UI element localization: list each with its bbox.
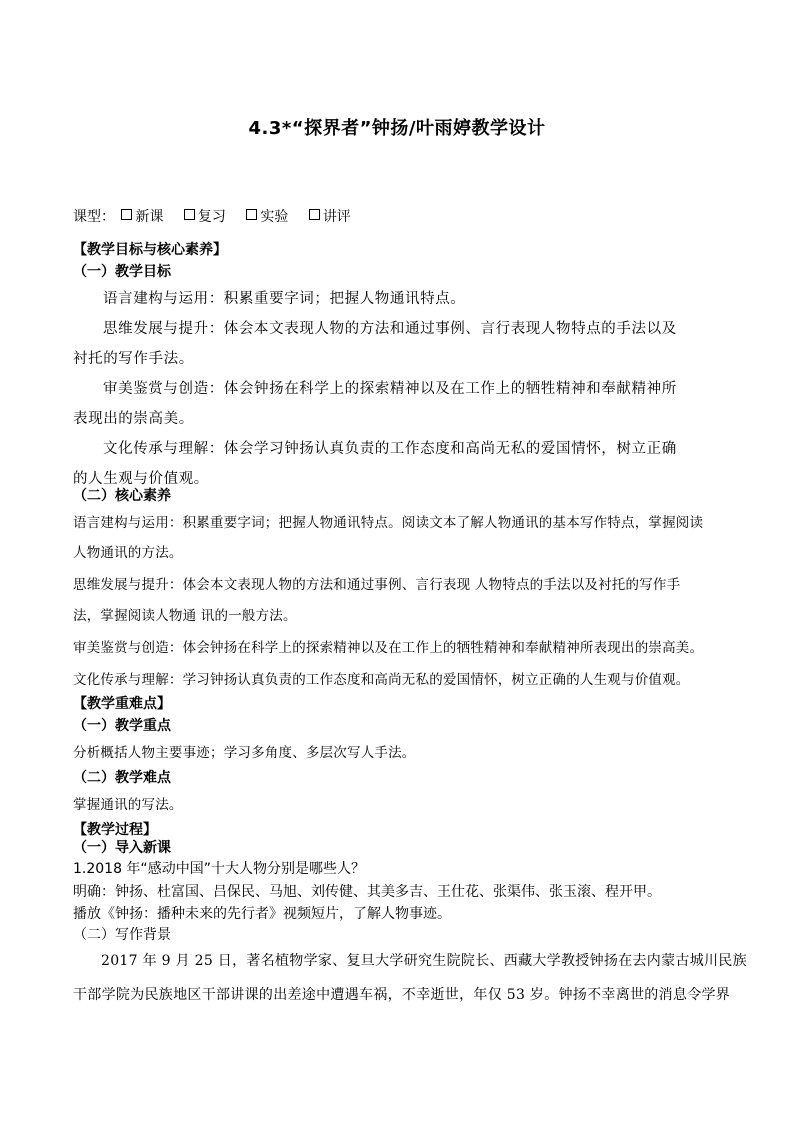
- subheading-core-literacy: （二）核心素养: [73, 488, 171, 504]
- course-type-row: [73, 207, 724, 227]
- checkbox-icon[interactable]: [121, 209, 132, 220]
- goal-thinking: 思维发展与提升：体会本文表现人物的方法和通过事例、言行表现人物特点的手法以及: [103, 321, 677, 337]
- section-heading-process: 【教学过程】: [73, 822, 157, 838]
- goal-culture: 文化传承与理解：体会学习钟扬认真负责的工作态度和高尚无私的爱国情怀，树立正确: [103, 441, 677, 457]
- subheading-intro: （一）导入新课: [73, 840, 171, 856]
- goal-aesthetic-cont: 表现出的崇高美。: [73, 411, 194, 427]
- literacy-line: 法，掌握阅读人物通 讯的一般方法。: [73, 608, 297, 624]
- goal-aesthetic: 审美鉴赏与创造：体会钟扬在科学上的探索精神以及在工作上的牺牲精神和奉献精神所: [103, 381, 677, 397]
- literacy-line: 语言建构与运用：积累重要字词；把握人物通讯特点。阅读文本了解人物通讯的基本写作特点，掌握阅读: [73, 515, 704, 531]
- intro-line: 明确：钟扬、杜富国、吕保民、马旭、刘传健、其美多吉、王仕花、张渠伟、张玉滚、程开甲。: [73, 884, 661, 900]
- literacy-line: 人物通讯的方法。: [73, 545, 183, 561]
- checkbox-icon[interactable]: [184, 209, 195, 220]
- goal-language: 语言建构与运用：积累重要字词；把握人物通讯特点。: [103, 291, 466, 307]
- goal-culture-cont: 的人生观与价值观。: [73, 471, 209, 487]
- intro-line: 1.2018 年“感动中国”十大人物分别是哪些人？: [73, 861, 365, 877]
- course-type-option-review[interactable]: 复习: [182, 209, 240, 225]
- literacy-line: 审美鉴赏与创造：体会钟扬在科学上的探索精神以及在工作上的牺牲精神和奉献精神所表现出的崇高美。: [73, 640, 704, 656]
- subheading-difficulties: （二）教学难点: [73, 770, 171, 786]
- key-points-text: 分析概括人物主要事迹；学习多角度、多层次写人手法。: [73, 745, 416, 761]
- literacy-line: 文化传承与理解：学习钟扬认真负责的工作态度和高尚无私的爱国情怀，树立正确的人生观与价值观。: [73, 672, 690, 688]
- course-type-option-experiment[interactable]: 实验: [244, 209, 302, 225]
- course-type-option-comment[interactable]: 讲评: [307, 209, 365, 225]
- course-type-label: 课型：: [73, 209, 115, 225]
- difficulties-text: 掌握通讯的写法。: [73, 797, 183, 813]
- section-heading-goals: 【教学目标与核心素养】: [73, 242, 227, 258]
- subheading-background: （二）写作背景: [73, 927, 171, 943]
- checkbox-icon[interactable]: [246, 209, 257, 220]
- intro-line: 播放《钟扬：播种未来的先行者》视频短片，了解人物事迹。: [73, 906, 451, 922]
- literacy-line: 思维发展与提升：体会本文表现人物的方法和通过事例、言行表现 人物特点的手法以及衬托的写作手: [73, 577, 681, 593]
- subheading-teaching-goals: （一）教学目标: [73, 264, 171, 280]
- checkbox-icon[interactable]: [309, 209, 320, 220]
- course-type-option-new[interactable]: 新课: [119, 209, 177, 225]
- goal-thinking-cont: 衬托的写作手法。: [73, 351, 194, 367]
- subheading-key-points: （一）教学重点: [73, 718, 171, 734]
- section-heading-key-points: 【教学重难点】: [73, 696, 171, 712]
- background-line: 干部学院为民族地区干部讲课的出差途中遭遇车祸，不幸逝世，年仅 53 岁。钟扬不幸离世的消息令学界: [73, 987, 731, 1003]
- page-title: 4.3*“探界者”钟扬/叶雨婷教学设计: [248, 118, 546, 139]
- background-line: 2017 年 9 月 25 日，著名植物学家、复旦大学研究生院院长、西藏大学教授钟扬在去内蒙古城川民族: [101, 953, 747, 969]
